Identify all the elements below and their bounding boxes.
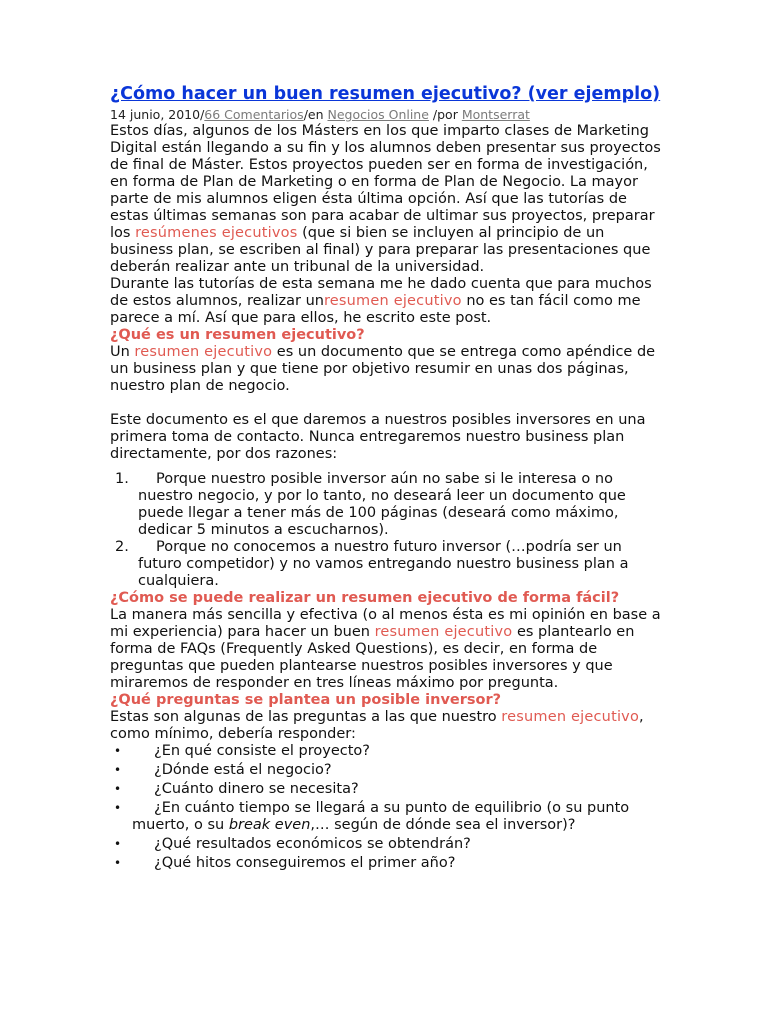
intro-paragraph-2 bbox=[110, 276, 666, 327]
comments-link[interactable]: 66 Comentarios bbox=[204, 107, 304, 122]
intro-p1-text-a: Estos días, algunos de los Másters en los que imparto clases de Marketing Digital están llegando a su fin y los alumnos deben presentar sus proyectos de final de Máster. Estos proyectos pueden ser en forma de investigación, en forma de Plan de Marketing o en forma de Plan de Negocio. La mayor parte de mis alumnos eligen ésta última opción. Así que las tutorías de estas últimas semanas son para acabar de ultimar sus proyectos, preparar los bbox=[110, 123, 661, 241]
bullet-icon: • bbox=[114, 837, 122, 851]
list-item bbox=[110, 762, 666, 779]
list-item-text: ¿Dónde está el negocio? bbox=[154, 762, 332, 778]
questions-list bbox=[110, 743, 666, 872]
intro-p2-text-a: Durante las tutorías de esta semana me he dado cuenta que para muchos de estos alumnos, realizar un bbox=[110, 276, 652, 309]
meta-separator: / bbox=[200, 107, 205, 122]
section-heading-como-realizar: ¿Cómo se puede realizar un resumen ejecutivo de forma fácil? bbox=[110, 590, 620, 606]
question-4-emphasis: break even bbox=[228, 817, 311, 833]
section3-paragraph-1 bbox=[110, 709, 666, 743]
section1-p1-text-a: Un bbox=[110, 344, 135, 360]
question-4-text-a: ¿En cuánto tiempo se llegará a su punto de equilibrio (o su punto muerto, o su bbox=[132, 800, 630, 833]
question-4-text-b: ,… según de dónde sea el inversor)? bbox=[310, 817, 576, 833]
keyword-resumen-ejecutivo: resumen ejecutivo bbox=[134, 344, 273, 360]
document-page bbox=[110, 84, 666, 874]
article-title[interactable]: ¿Cómo hacer un buen resumen ejecutivo? (ver ejemplo) bbox=[110, 84, 661, 104]
category-link[interactable]: Negocios Online bbox=[327, 107, 429, 122]
section1-paragraph-1 bbox=[110, 344, 666, 395]
author-link[interactable]: Montserrat bbox=[461, 107, 530, 122]
list-item bbox=[110, 781, 666, 798]
list-item-text: Porque nuestro posible inversor aún no sabe si le interesa o no nuestro negocio, y por lo tanto, no deseará leer un documento que puede llegar a tener más de 100 páginas (deseará como máximo, dedicar 5 minutos a escucharnos). bbox=[138, 471, 626, 538]
list-item bbox=[110, 836, 666, 853]
bullet-icon: • bbox=[114, 763, 122, 777]
intro-paragraph-1 bbox=[110, 123, 666, 276]
list-number: 1. bbox=[115, 471, 129, 487]
keyword-resumen-ejecutivo: resumen ejecutivo bbox=[374, 624, 513, 640]
section-heading-que-es: ¿Qué es un resumen ejecutivo? bbox=[110, 327, 365, 343]
list-item bbox=[110, 855, 666, 872]
list-item-text: ¿Qué hitos conseguiremos el primer año? bbox=[154, 855, 456, 871]
bullet-icon: • bbox=[114, 801, 122, 815]
bullet-icon: • bbox=[114, 856, 122, 870]
list-item-text: Porque no conocemos a nuestro futuro inversor (…podría ser un futuro competidor) y no vamos entregando nuestro business plan a cualquiera. bbox=[138, 539, 629, 589]
intro-p2-text-b: no es tan fácil como me parece a mí. Así que para ellos, he escrito este post. bbox=[110, 293, 641, 326]
article-date: 14 junio, 2010 bbox=[110, 107, 201, 122]
list-item bbox=[110, 471, 666, 539]
list-item bbox=[110, 539, 666, 590]
keyword-resumenes-ejecutivos: resúmenes ejecutivos bbox=[135, 225, 298, 241]
meta-by-text: /por bbox=[428, 107, 462, 122]
list-item-text: ¿Qué resultados económicos se obtendrán? bbox=[154, 836, 471, 852]
keyword-resumen-ejecutivo: resumen ejecutivo bbox=[501, 709, 640, 725]
section1-p1-text-b: es un documento que se entrega como apéndice de un business plan y que tiene por objetivo resumir en unas dos páginas, nuestro plan de negocio. bbox=[110, 344, 656, 394]
intro-p1-text-b: (que si bien se incluyen al principio de un business plan, se escriben al final) y para preparar las presentaciones que deberán realizar ante un tribunal de la universidad. bbox=[110, 225, 651, 275]
list-item-text: ¿Cuánto dinero se necesita? bbox=[154, 781, 359, 797]
section2-paragraph-1 bbox=[110, 607, 666, 692]
section3-p1-text-a: Estas son algunas de las preguntas a las que nuestro bbox=[110, 709, 502, 725]
keyword-resumen-ejecutivo: resumen ejecutivo bbox=[323, 293, 462, 309]
bullet-icon: • bbox=[114, 782, 122, 796]
list-item bbox=[110, 743, 666, 760]
section3-p1-text-b: , como mínimo, debería responder: bbox=[110, 709, 644, 742]
list-item bbox=[110, 800, 666, 834]
list-number: 2. bbox=[115, 539, 129, 555]
article-meta bbox=[110, 107, 666, 122]
section2-p1-text-b: es plantearlo en forma de FAQs (Frequently Asked Questions), es decir, en forma de preguntas que pueden plantearse nuestros posibles inversores y que miraremos de responder en tres líneas máximo por pregunta. bbox=[110, 624, 635, 691]
reasons-list bbox=[110, 471, 666, 590]
section2-p1-text-a: La manera más sencilla y efectiva (o al menos ésta es mi opinión en base a mi experiencia) para hacer un buen bbox=[110, 607, 661, 640]
meta-in-text: /en bbox=[303, 107, 328, 122]
bullet-icon: • bbox=[114, 744, 122, 758]
section-heading-preguntas: ¿Qué preguntas se plantea un posible inversor? bbox=[110, 692, 502, 708]
section1-paragraph-2: Este documento es el que daremos a nuestros posibles inversores en una primera toma de contacto. Nunca entregaremos nuestro business plan directamente, por dos razones: bbox=[110, 412, 646, 462]
list-item-text bbox=[132, 800, 629, 833]
list-item-text: ¿En qué consiste el proyecto? bbox=[154, 743, 370, 759]
